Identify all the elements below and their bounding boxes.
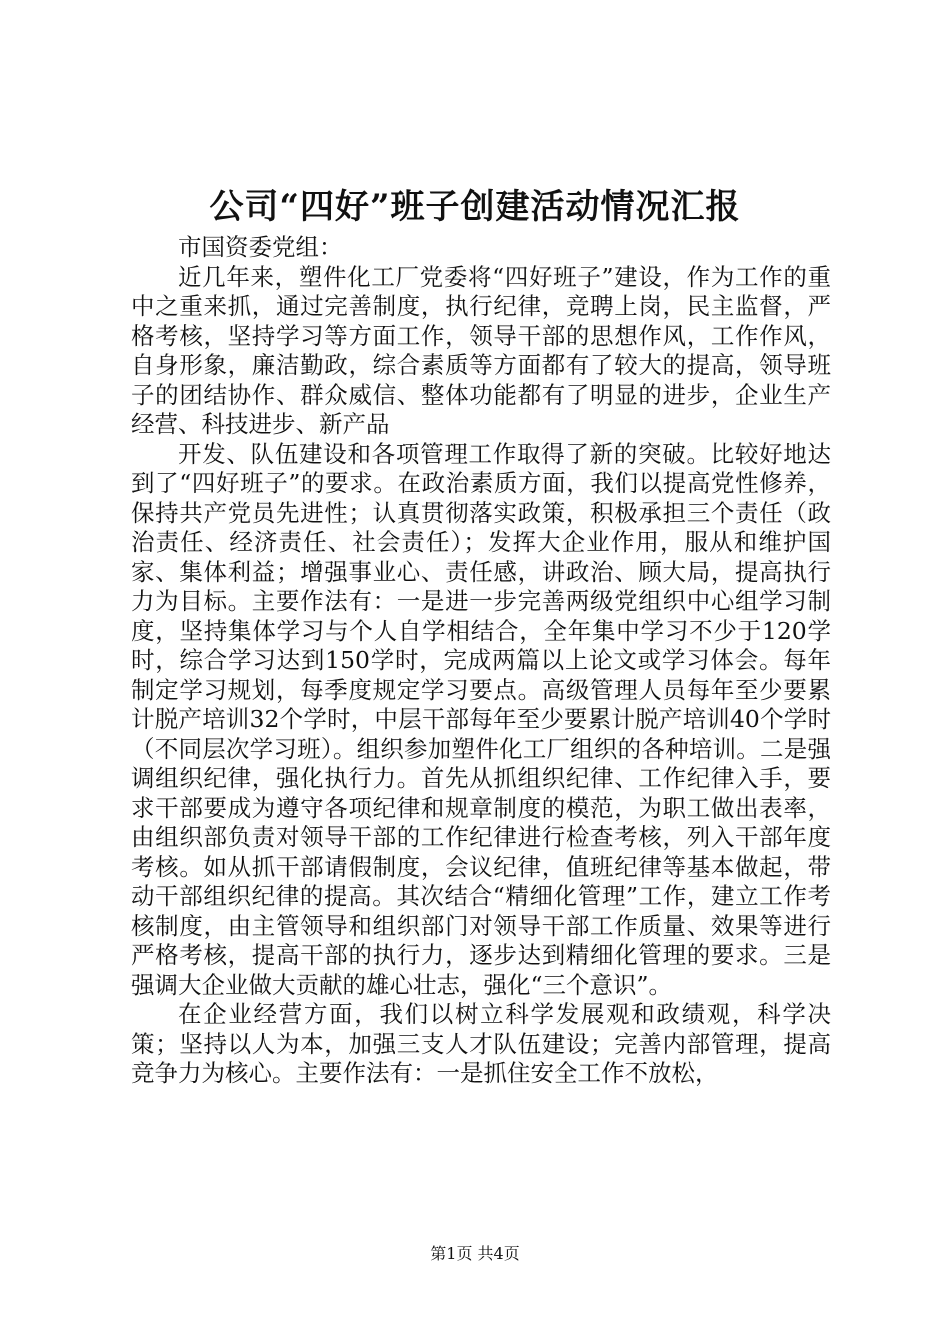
paragraph-2: 开发、队伍建设和各项管理工作取得了新的突破。比较好地达到了“四好班子”的要求。在政治素质方面，我们以提高党性修养，保持共产党员先进性；认真贯彻落实政策，积极承担三个责任（政治责任、经济责任、社会责任）；发挥大企业作用，服从和维护国家、集体利益；增强事业心、责任感，讲政治、顾大局，提高执行力为目标。主要作法有：一是进一步完善两级党组织中心组学习制度，坚持集体学习与个人自学相结合，全年集中学习不少于120学时，综合学习达到150学时，完成两篇以上论文或学习体会。每年制定学习规划，每季度规定学习要点。高级管理人员每年至少要累计脱产培训32个学时，中层干部每年至少要累计脱产培训40个学时（不同层次学习班）。组织参加塑件化工厂组织的各种培训。二是强调组织纪律，强化执行力。首先从抓组织纪律、工作纪律入手，要求干部要成为遵守各项纪律和规章制度的模范，为职工做出表率，由组织部负责对领导干部的工作纪律进行检查考核，列入干部年度考核。如从抓干部请假制度，会议纪律，值班纪律等基本做起，带动干部组织纪律的提高。其次结合“精细化管理”工作，建立工作考核制度，由主管领导和组织部门对领导干部工作质量、效果等进行严格考核，提高干部的执行力，逐步达到精细化管理的要求。三是强调大企业做大贡献的雄心壮志，强化“三个意识”。: [131, 439, 831, 999]
paragraph-3: 在企业经营方面，我们以树立科学发展观和政绩观，科学决策；坚持以人为本，加强三支人才队伍建设；完善内部管理，提高竞争力为核心。主要作法有：一是抓住安全工作不放松，: [131, 1000, 831, 1087]
paragraph-1: 近几年来，塑件化工厂党委将“四好班子”建设，作为工作的重中之重来抓，通过完善制度，执行纪律，竞聘上岗，民主监督，严格考核，坚持学习等方面工作，领导干部的思想作风，工作作风，自身形象，廉洁勤政，综合素质等方面都有了较大的提高，领导班子的团结协作、群众威信、整体功能都有了明显的进步，企业生产经营、科技进步、新产品: [131, 262, 831, 438]
salutation: 市国资委党组：: [178, 233, 343, 261]
document-body: [131, 233, 831, 1089]
page-number-footer: 第1页 共4页: [430, 1244, 520, 1263]
document-title: 公司“四好”班子创建活动情况汇报: [209, 187, 741, 227]
